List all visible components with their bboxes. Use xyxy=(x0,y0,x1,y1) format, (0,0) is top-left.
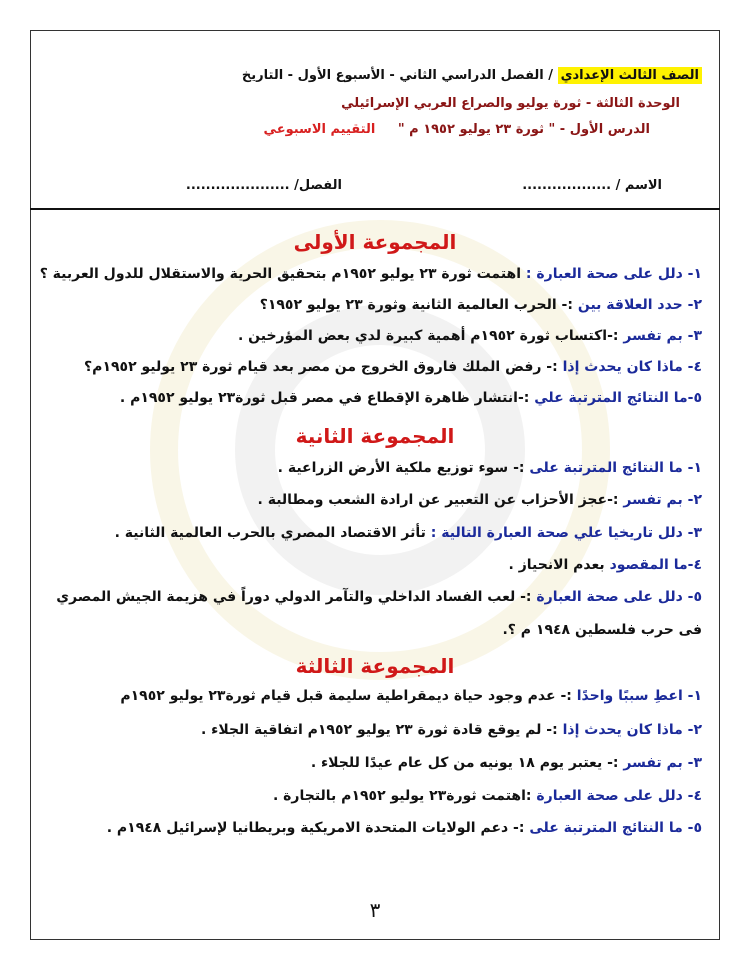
question: ٤-ما المقصود بعدم الانحياز . xyxy=(508,557,702,573)
student-class-field[interactable]: الفصل/ ..................... xyxy=(185,178,342,193)
question: ٤- ماذا كان يحدث إذا :- رفض الملك فاروق الخروج من مصر بعد قيام ثورة ٢٣ يوليو ١٩٥٢م؟ xyxy=(84,359,702,375)
question: ٤- دلل على صحة العبارة :اهتمت ثورة٢٣ يوليو ١٩٥٢م بالتجارة . xyxy=(272,788,702,804)
question: ٥- ما النتائج المترتبة على :- دعم الولايات المتحدة الامريكية وبريطانيا لإسرائيل ١٩٤٨م . xyxy=(106,820,702,836)
lesson-title: الدرس الأول - " ثورة ٢٣ يوليو ١٩٥٢ م " xyxy=(397,122,650,137)
question: ٣- دلل تاريخيا علي صحة العبارة التالية : تأثر الاقتصاد المصري بالحرب العالمية الثانية . xyxy=(114,525,702,541)
question: ٢- حدد العلاقة بين :- الحرب العالمية الثانية وثورة ٢٣ يوليو ١٩٥٢؟ xyxy=(259,297,702,313)
question: ١- اعطِ سببًا واحدًا :- عدم وجود حياة ديمقراطية سليمة قبل قيام ثورة٢٣ يوليو ١٩٥٢م xyxy=(120,688,702,704)
question: ٣- بم تفسر :- يعتبر يوم ١٨ يونيه من كل عام عيدًا للجلاء . xyxy=(310,755,702,771)
header-grade-line xyxy=(242,68,702,83)
header-divider xyxy=(30,208,720,210)
question: ٥- دلل على صحة العبارة :- لعب الفساد الداخلي والتآمر الدولي دوراً في هزيمة الجيش المصري فى حرب فلسطين ١٩٤٨ م ؟. xyxy=(56,589,702,638)
grade-label: الصف الثالث الإعدادي xyxy=(558,67,702,84)
question: ١- ما النتائج المترتبة على :- سوء توزيع ملكية الأرض الزراعية . xyxy=(277,460,702,476)
question: ١- دلل على صحة العبارة : اهتمت ثورة ٢٣ يوليو ١٩٥٢م بتحقيق الحرية والاستقلال للدول العربية ؟ xyxy=(39,266,702,282)
group-title-1: المجموعة الأولى xyxy=(293,230,457,254)
question: ٥-ما النتائج المترتبة علي :-انتشار ظاهرة الإقطاع في مصر قبل ثورة٢٣ يوليو ١٩٥٢م . xyxy=(119,390,702,406)
question: ٣- بم تفسر :-اكتساب ثورة ١٩٥٢م أهمية كبيرة لدي بعض المؤرخين . xyxy=(237,328,702,344)
term-label: / الفصل الدراسي الثاني - الأسبوع الأول - التاريخ xyxy=(241,68,554,83)
page-number: ٣ xyxy=(369,898,381,922)
student-info-row xyxy=(48,178,702,196)
question: ٢- بم تفسر :-عجز الأحزاب عن التعبير عن ارادة الشعب ومطالبة . xyxy=(257,492,702,508)
group-title-3: المجموعة الثالثة xyxy=(295,654,455,678)
unit-title: الوحدة الثالثة - ثورة يوليو والصراع العربي الإسرائيلي xyxy=(341,96,680,111)
question: ٢- ماذا كان يحدث إذا :- لم يوقع قادة ثورة ٢٣ يوليو ١٩٥٢م اتفاقية الجلاء . xyxy=(200,722,702,738)
student-name-field[interactable]: الاسم / .................. xyxy=(522,178,662,193)
lesson-line xyxy=(264,122,650,137)
evaluation-label: التقييم الاسبوعي xyxy=(263,122,376,137)
group-title-2: المجموعة الثانية xyxy=(295,424,455,448)
